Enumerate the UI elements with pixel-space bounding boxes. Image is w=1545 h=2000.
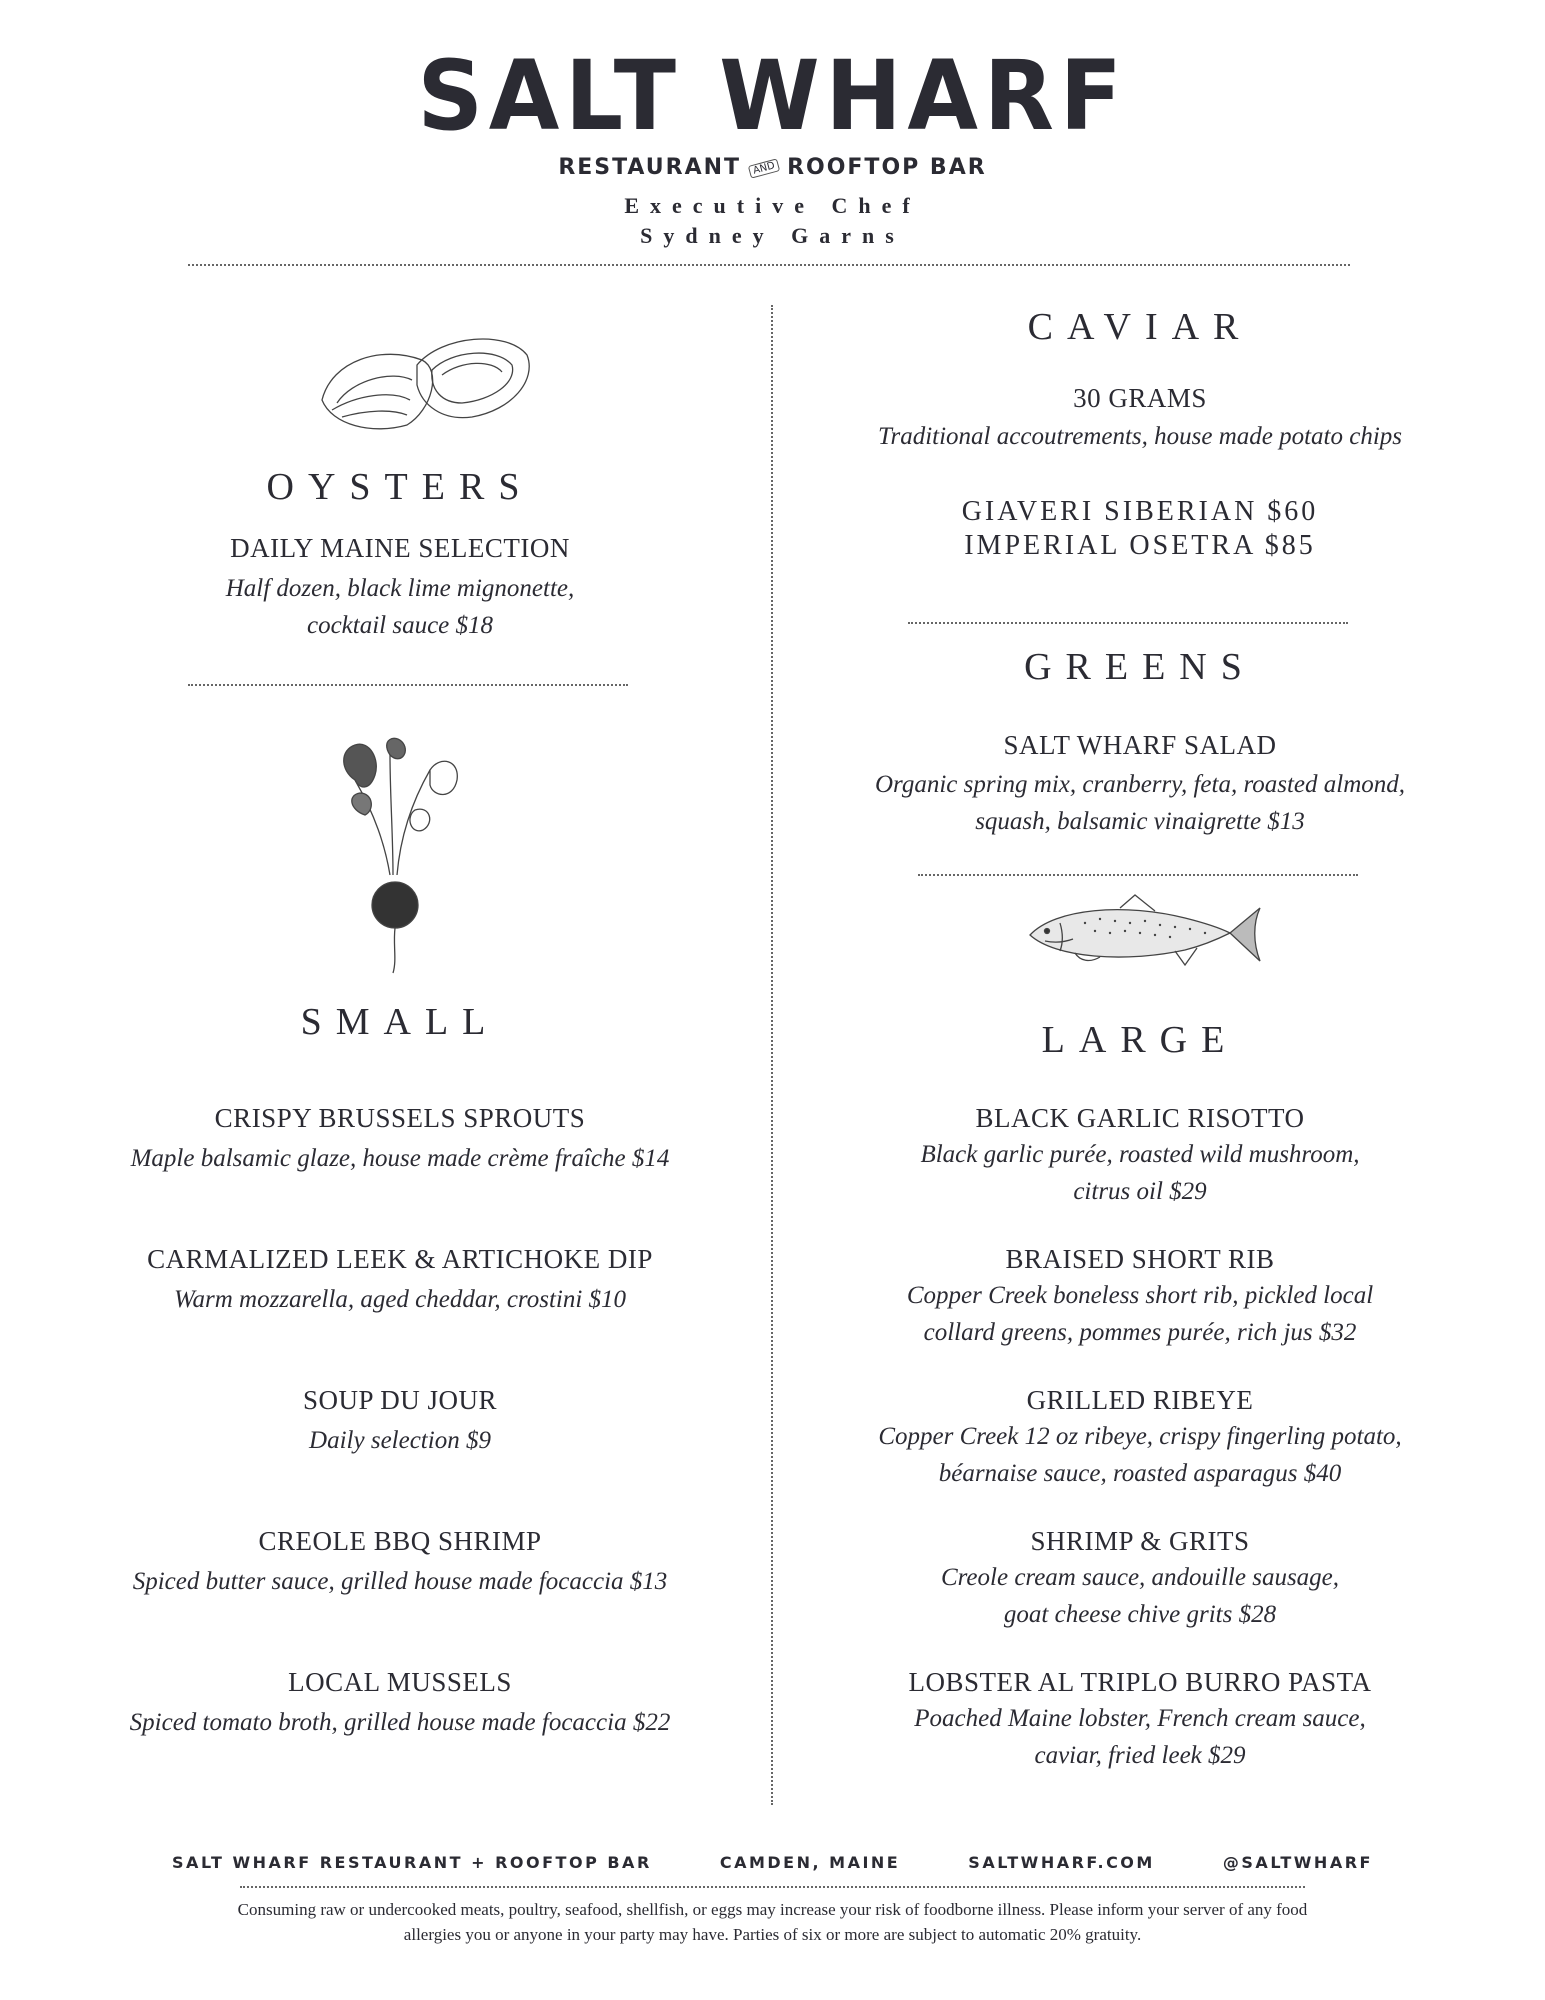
caviar-size: 30 GRAMS	[1073, 383, 1207, 413]
menu-item-desc	[830, 1418, 1450, 1492]
oyster-illustration	[312, 325, 537, 435]
menu-item-desc	[90, 1563, 710, 1600]
tagline-and-badge: AND	[748, 158, 780, 178]
menu-item-desc	[830, 1277, 1450, 1351]
header-divider	[188, 264, 1350, 266]
menu-item-desc	[830, 1136, 1450, 1210]
tagline-restaurant: RESTAURANT	[558, 155, 742, 180]
footer-divider	[240, 1886, 1305, 1888]
column-divider	[771, 305, 773, 1805]
desc-line: caviar, fried leek $29	[1034, 1742, 1246, 1769]
greens-divider	[918, 874, 1358, 876]
menu-item-name: CARMALIZED LEEK & ARTICHOKE DIP	[147, 1244, 653, 1274]
disclaimer-line: allergies you or anyone in your party may have. Parties of six or more are subject to automatic 20% gratuity.	[403, 1925, 1142, 1944]
menu-item-desc	[140, 570, 660, 644]
tagline-rooftop-bar: ROOFTOP BAR	[787, 155, 987, 180]
desc-line: Maple balsamic glaze, house made crème fraîche $14	[130, 1145, 670, 1172]
footer-restaurant-name: SALT WHARF RESTAURANT + ROOFTOP BAR	[172, 1853, 652, 1872]
menu-item-name: SOUP DU JOUR	[302, 1385, 498, 1415]
desc-line: Warm mozzarella, aged cheddar, crostini $10	[173, 1286, 627, 1313]
menu-item-name: LOCAL MUSSELS	[288, 1667, 512, 1697]
desc-line: Black garlic purée, roasted wild mushroom,	[920, 1141, 1360, 1168]
menu-item-name: BLACK GARLIC RISOTTO	[975, 1103, 1305, 1133]
desc-line: Half dozen, black lime mignonette,	[225, 575, 575, 602]
footer-bar	[0, 1853, 1545, 1872]
caviar-option: IMPERIAL OSETRA $85	[964, 530, 1316, 561]
section-title-small: SMALL	[300, 1001, 500, 1043]
desc-line: citrus oil $29	[1073, 1178, 1207, 1205]
desc-line: Copper Creek 12 oz ribeye, crispy fingerling potato,	[878, 1423, 1402, 1450]
chef-name: Sydney Garns	[640, 223, 905, 248]
radish-illustration	[335, 735, 465, 975]
caviar-divider	[908, 622, 1348, 624]
menu-item-desc	[90, 1704, 710, 1741]
menu-item-desc	[830, 766, 1450, 840]
desc-line: cocktail sauce $18	[306, 612, 494, 639]
oysters-divider	[188, 684, 628, 686]
section-title-greens: GREENS	[1024, 646, 1256, 688]
desc-line: Organic spring mix, cranberry, feta, roasted almond,	[874, 771, 1406, 798]
caviar-desc: Traditional accoutrements, house made potato chips	[877, 423, 1403, 450]
caviar-option: GIAVERI SIBERIAN $60	[961, 496, 1319, 527]
menu-item-desc	[90, 1140, 710, 1177]
desc-line: squash, balsamic vinaigrette $13	[975, 808, 1305, 835]
disclaimer-line: Consuming raw or undercooked meats, poultry, seafood, shellfish, or eggs may increase your risk of foodborne illness. Please inform your server of any food	[237, 1900, 1308, 1919]
desc-line: Spiced tomato broth, grilled house made focaccia $22	[129, 1709, 671, 1736]
chef-title: Executive Chef	[624, 193, 921, 218]
menu-item-name: CRISPY BRUSSELS SPROUTS	[214, 1103, 586, 1133]
menu-item-name: BRAISED SHORT RIB	[1005, 1244, 1275, 1274]
desc-line: Poached Maine lobster, French cream sauce,	[914, 1705, 1366, 1732]
menu-item-name: LOBSTER AL TRIPLO BURRO PASTA	[908, 1667, 1372, 1697]
menu-item-name: SHRIMP & GRITS	[1030, 1526, 1250, 1556]
desc-line: béarnaise sauce, roasted asparagus $40	[938, 1460, 1342, 1487]
fish-illustration	[1025, 893, 1265, 973]
desc-line: Spiced butter sauce, grilled house made focaccia $13	[132, 1568, 668, 1595]
brand-name: SALT WHARF	[417, 40, 1128, 152]
menu-item-desc	[830, 1559, 1450, 1633]
menu-item-desc	[830, 1700, 1450, 1774]
menu-item-name: DAILY MAINE SELECTION	[230, 533, 570, 563]
menu-item-name: SALT WHARF SALAD	[1003, 730, 1277, 760]
desc-line: Creole cream sauce, andouille sausage,	[940, 1564, 1340, 1591]
menu-item-desc	[90, 1422, 710, 1459]
footer-social-link[interactable]: @SALTWHARF	[1222, 1853, 1373, 1872]
footer-location: CAMDEN, MAINE	[719, 1853, 901, 1872]
section-title-oysters: OYSTERS	[266, 466, 534, 508]
section-title-large: LARGE	[1041, 1019, 1239, 1061]
desc-line: Copper Creek boneless short rib, pickled local	[906, 1282, 1374, 1309]
section-title-caviar: CAVIAR	[1027, 306, 1253, 348]
desc-line: Daily selection $9	[309, 1427, 491, 1454]
footer-website-link[interactable]: SALTWHARF.COM	[968, 1853, 1155, 1872]
menu-item-name: CREOLE BBQ SHRIMP	[258, 1526, 542, 1556]
menu-item-desc	[90, 1281, 710, 1318]
desc-line: goat cheese chive grits $28	[1003, 1601, 1277, 1628]
brand-tagline	[0, 155, 1545, 180]
disclaimer	[140, 1897, 1405, 1947]
desc-line: collard greens, pommes purée, rich jus $32	[923, 1319, 1357, 1346]
menu-item-name: GRILLED RIBEYE	[1026, 1385, 1254, 1415]
